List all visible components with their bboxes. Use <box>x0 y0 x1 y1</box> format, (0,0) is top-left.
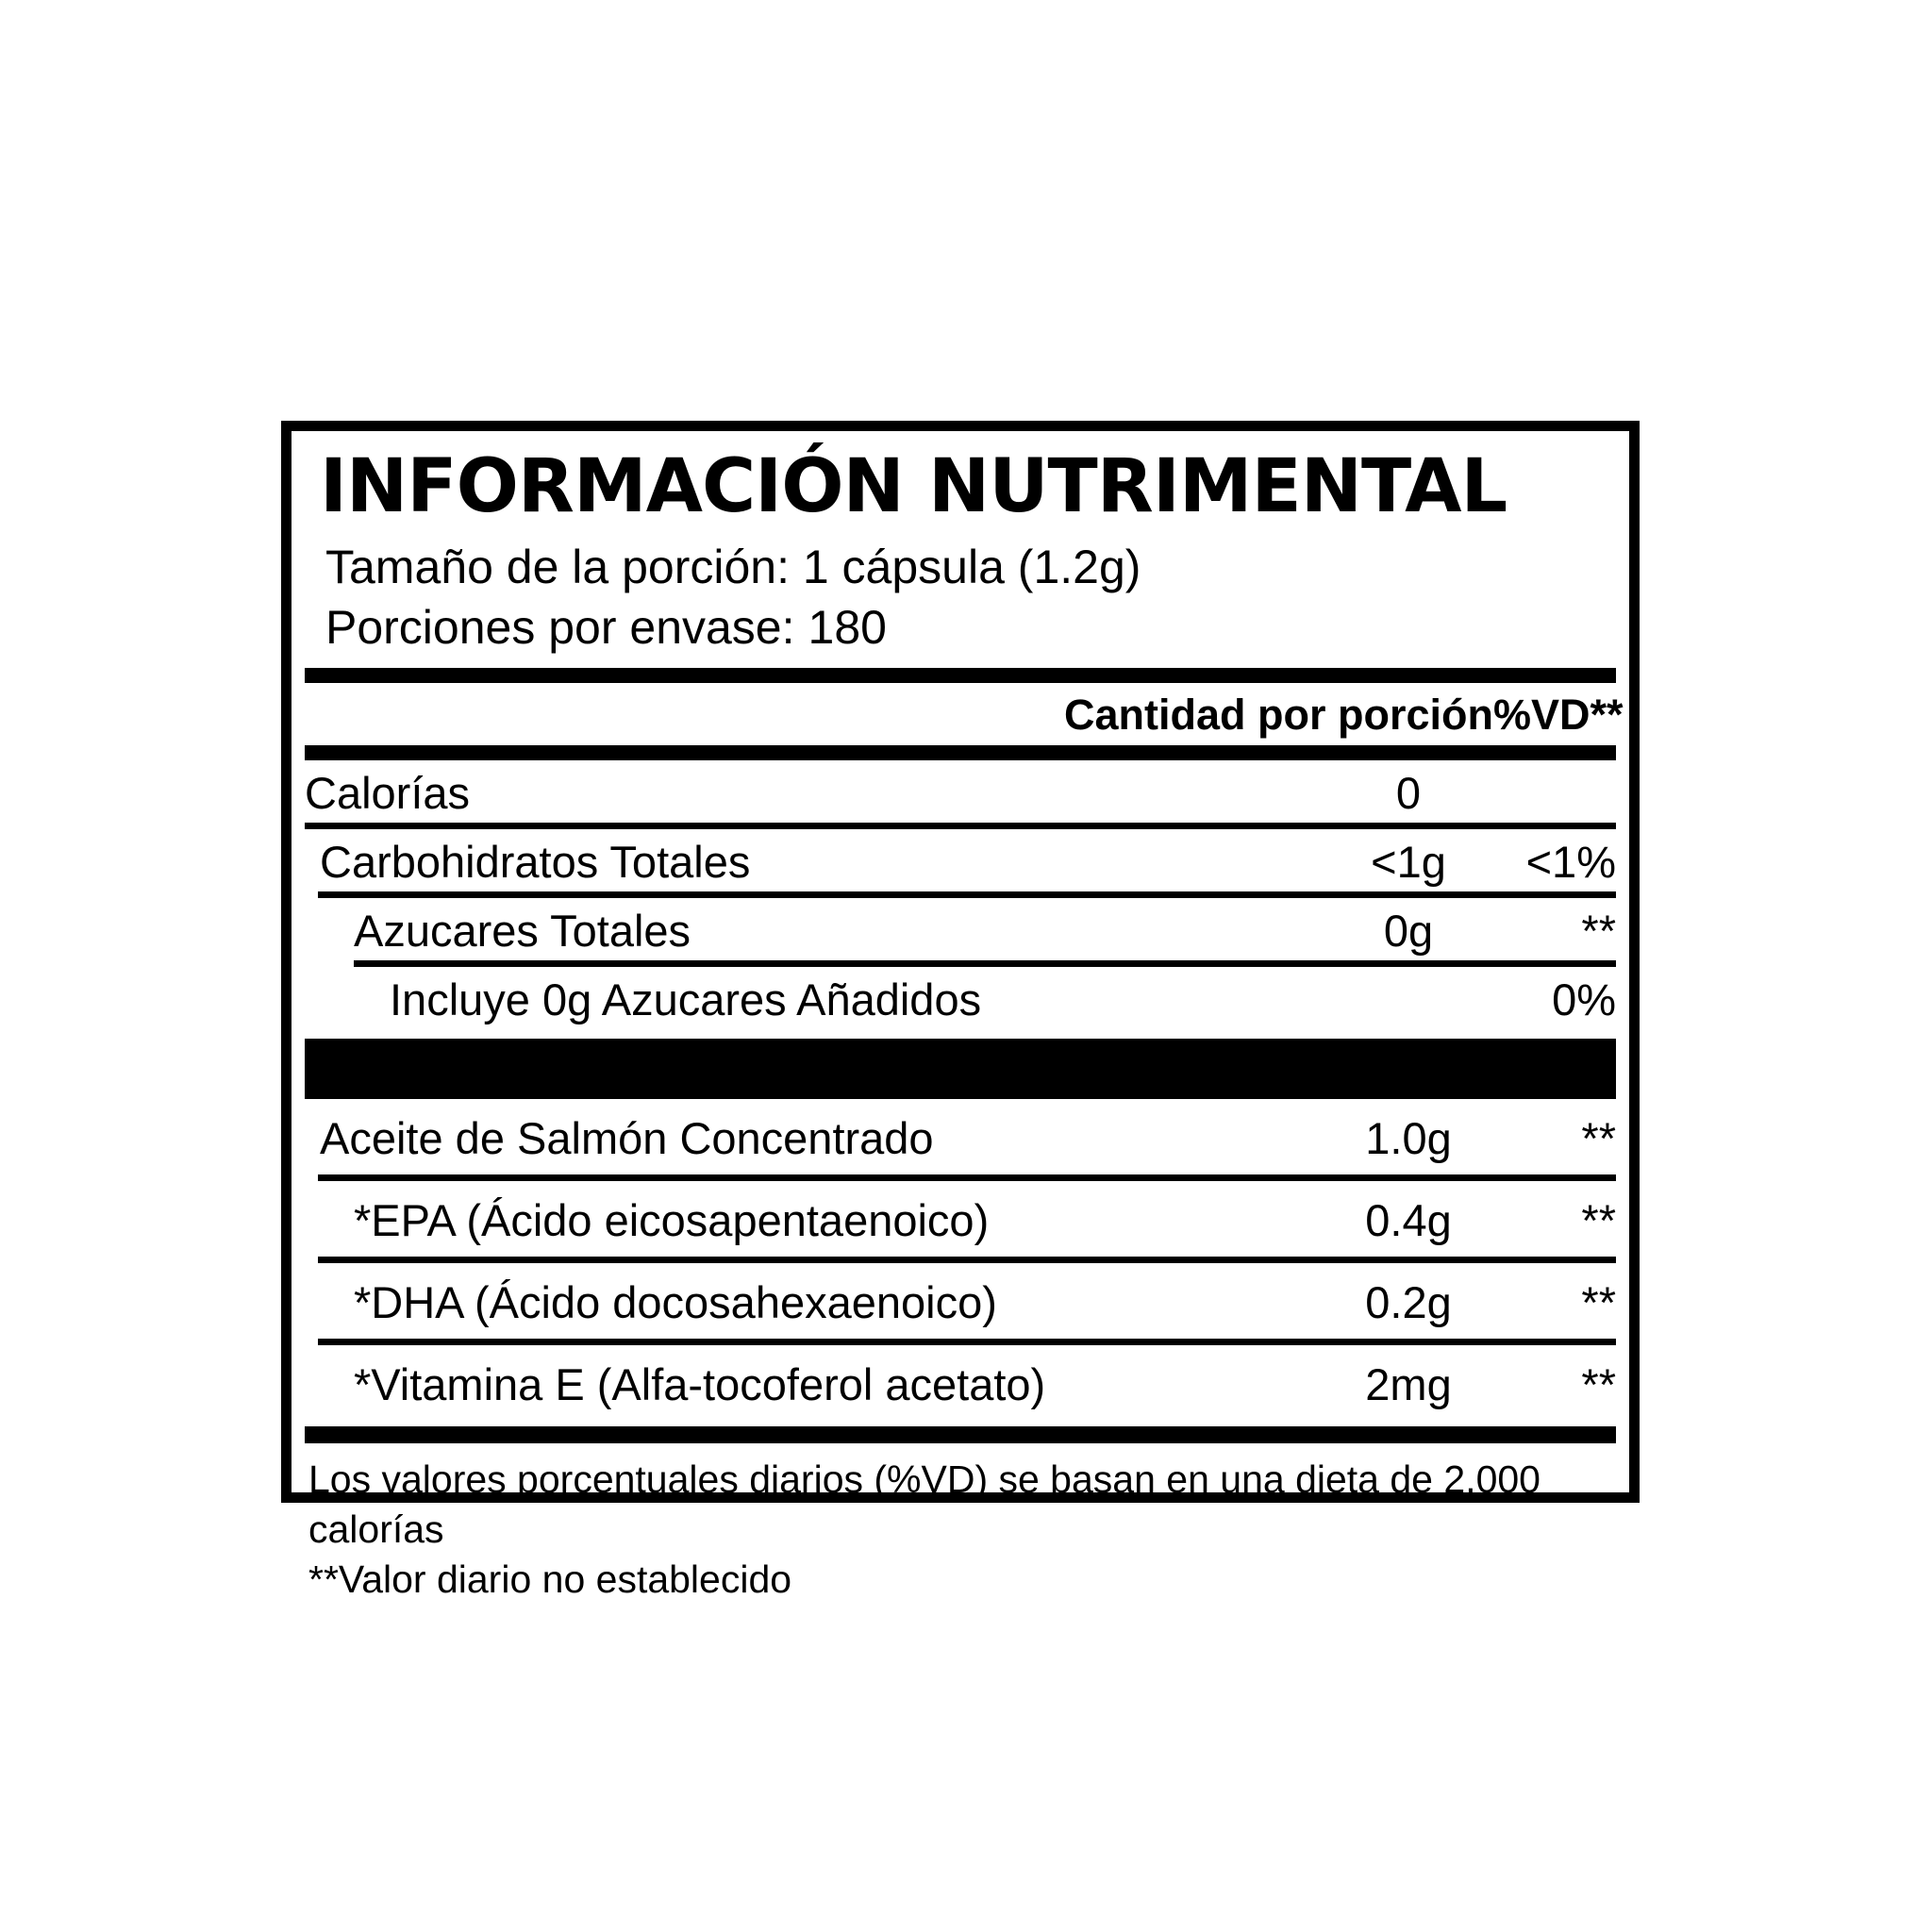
nutrient-name: *EPA (Ácido eicosapentaenoico) <box>354 1194 990 1245</box>
label-title: INFORMACIÓN NUTRIMENTAL <box>320 444 1507 529</box>
nutrient-daily-value: <1% <box>1525 836 1616 887</box>
nutrient-amount: 0g <box>1383 905 1434 956</box>
macro-nutrients-section <box>305 760 1616 1029</box>
nutrient-name: Carbohidratos Totales <box>320 836 751 887</box>
nutrient-daily-value: ** <box>1581 1194 1616 1245</box>
nutrient-name: *Vitamina E (Alfa-tocoferol acetato) <box>354 1358 1046 1409</box>
nutrient-daily-value: ** <box>1581 1276 1616 1327</box>
nutrient-row-dha <box>305 1263 1616 1339</box>
supplement-ingredients-section <box>305 1099 1616 1421</box>
nutrient-amount: 1.0g <box>1365 1112 1452 1163</box>
servings-per-container-line <box>325 601 1616 656</box>
nutrient-row-added-sugars <box>305 967 1616 1029</box>
nutrient-amount: 0 <box>1395 767 1422 818</box>
row-divider <box>354 960 1616 967</box>
nutrient-name: Calorías <box>305 767 471 818</box>
nutrient-daily-value: 0% <box>1552 974 1616 1024</box>
nutrient-name: Azucares Totales <box>354 905 691 956</box>
nutrient-amount: <1g <box>1371 836 1446 887</box>
row-divider <box>318 1257 1616 1263</box>
nutrient-daily-value: ** <box>1581 905 1616 956</box>
separator-bar-top <box>305 668 1616 683</box>
nutrient-row-calories <box>305 760 1616 823</box>
nutrient-row-total-sugars <box>305 898 1616 960</box>
nutrient-amount: 2mg <box>1365 1358 1452 1409</box>
column-header-amount: Cantidad por porción <box>1064 691 1493 739</box>
footnote-divider <box>305 1426 1616 1443</box>
nutrient-row-vitamin-e <box>305 1345 1616 1421</box>
footnote-dv-not-established: **Valor diario no establecido <box>308 1557 792 1602</box>
nutrient-daily-value: ** <box>1581 1358 1616 1409</box>
nutrient-amount: 0.4g <box>1365 1194 1452 1245</box>
nutrient-row-total-carbs <box>305 829 1616 891</box>
separator-bar-header <box>305 745 1616 760</box>
column-header-row <box>305 683 1624 745</box>
row-divider <box>318 1339 1616 1345</box>
footnotes <box>308 1455 1616 1606</box>
servings-per-container-label: Porciones por envase: <box>325 600 795 654</box>
section-divider-band <box>305 1039 1616 1099</box>
servings-per-container-value: 180 <box>808 600 887 654</box>
nutrient-row-epa <box>305 1181 1616 1257</box>
row-divider <box>305 823 1616 829</box>
nutrient-amount: 0.2g <box>1365 1276 1452 1327</box>
nutrient-name: Aceite de Salmón Concentrado <box>320 1112 934 1163</box>
column-header-daily-value: %VD** <box>1493 691 1624 739</box>
row-divider <box>318 891 1616 898</box>
nutrient-row-salmon-oil <box>305 1099 1616 1174</box>
nutrition-facts-label <box>281 421 1640 1602</box>
serving-size-line: Tamaño de la porción: 1 cápsula (1.2g) <box>325 541 1141 593</box>
nutrient-name: Incluye 0g Azucares Añadidos <box>390 974 982 1024</box>
nutrition-label-content <box>291 431 1629 1606</box>
nutrient-daily-value: ** <box>1581 1112 1616 1163</box>
row-divider <box>318 1174 1616 1181</box>
footnote-daily-values: Los valores porcentuales diarios (%VD) se basan en una dieta de 2,000 calorías <box>308 1457 1541 1552</box>
nutrient-name: *DHA (Ácido docosahexaenoico) <box>354 1276 997 1327</box>
